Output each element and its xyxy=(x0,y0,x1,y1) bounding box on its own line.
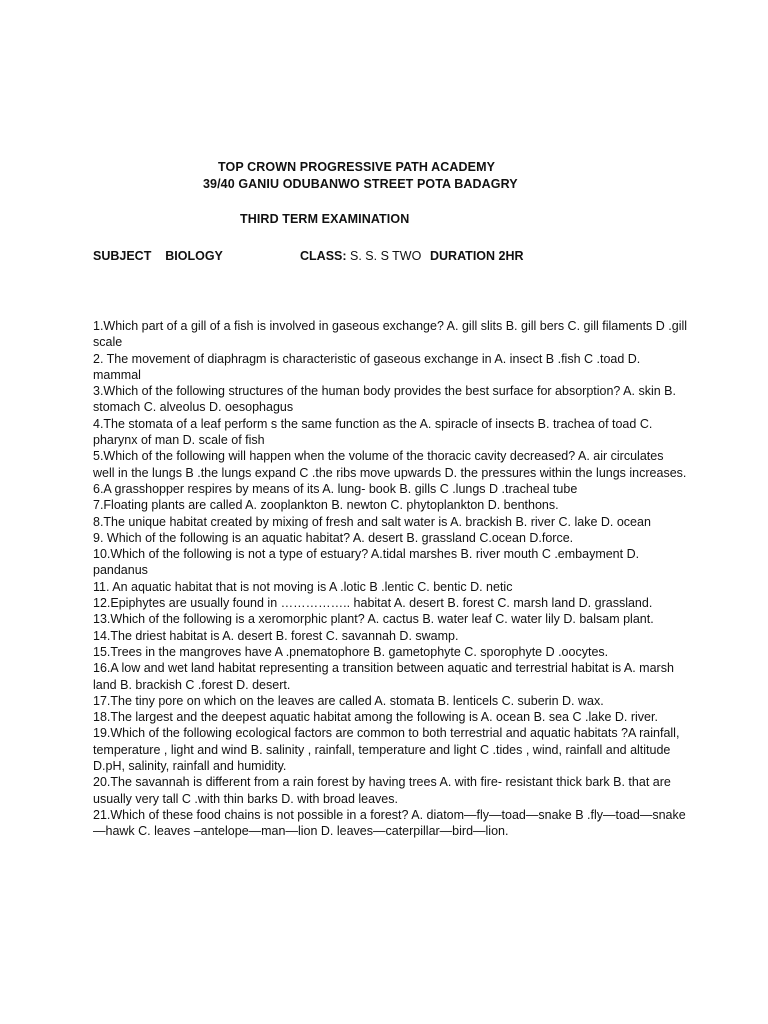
question-item: 5.Which of the following will happen when the volume of the thoracic cavity decreased? A. air circulates well in the lungs B .the lungs expand C .the ribs move upwards D. the pressures within the lungs increases. xyxy=(93,449,687,480)
question-item: 10.Which of the following is not a type of estuary? A.tidal marshes B. river mouth C .embayment D. pandanus xyxy=(93,547,640,578)
question-item: 13.Which of the following is a xeromorphic plant? A. cactus B. water leaf C. water lily D. balsam plant. xyxy=(93,612,654,627)
question-item: 11. An aquatic habitat that is not moving is A .lotic B .lentic C. bentic D. netic xyxy=(93,579,513,594)
exam-title: THIRD TERM EXAMINATION xyxy=(240,212,410,226)
question-list xyxy=(93,318,688,840)
question-item: 12.Epiphytes are usually found in …………….. habitat A. desert B. forest C. marsh land D. grassland. xyxy=(93,596,653,611)
question-item: 6.A grasshopper respires by means of its A. lung- book B. gills C .lungs D .tracheal tube xyxy=(93,481,578,496)
class-value: S. S. S TWO xyxy=(350,249,422,263)
subject-label: SUBJECT xyxy=(93,249,152,263)
question-item: 19.Which of the following ecological factors are common to both terrestrial and aquatic habitats ?A rainfall, temperature , light and wind B. salinity , rainfall, temperature and light C .tides , wind, rainfall and altitude D.pH, salinity, rainfall and humidity. xyxy=(93,726,680,774)
question-item: 7.Floating plants are called A. zooplankton B. newton C. phytoplankton D. benthons. xyxy=(93,498,559,513)
duration: DURATION 2HR xyxy=(430,249,524,263)
question-item: 17.The tiny pore on which on the leaves are called A. stomata B. lenticels C. suberin D. wax. xyxy=(93,693,604,708)
question-item: 2. The movement of diaphragm is characteristic of gaseous exchange in A. insect B .fish C .toad D. mammal xyxy=(93,351,641,382)
subject-value: BIOLOGY xyxy=(165,249,223,263)
question-item: 16.A low and wet land habitat representing a transition between aquatic and terrestrial habitat is A. marsh land B. brackish C .forest D. desert. xyxy=(93,661,674,692)
question-item: 20.The savannah is different from a rain forest by having trees A. with fire- resistant thick bark B. that are usually very tall C .with thin barks D. with broad leaves. xyxy=(93,775,671,806)
question-item: 1.Which part of a gill of a fish is involved in gaseous exchange? A. gill slits B. gill bers C. gill filaments D .gill scale xyxy=(93,319,688,350)
class-label: CLASS: xyxy=(300,249,347,263)
question-item: 9. Which of the following is an aquatic habitat? A. desert B. grassland C.ocean D.force. xyxy=(93,530,574,545)
subject-line xyxy=(93,249,223,263)
question-item: 8.The unique habitat created by mixing of fresh and salt water is A. brackish B. river C. lake D. ocean xyxy=(93,514,651,529)
question-item: 3.Which of the following structures of the human body provides the best surface for absorption? A. skin B. stomach C. alveolus D. oesophagus xyxy=(93,384,676,415)
school-address: 39/40 GANIU ODUBANWO STREET POTA BADAGRY xyxy=(203,177,518,191)
question-item: 14.The driest habitat is A. desert B. forest C. savannah D. swamp. xyxy=(93,628,459,643)
class-line xyxy=(300,249,421,263)
question-item: 21.Which of these food chains is not possible in a forest? A. diatom—fly—toad—snake B .fly—toad—snake—hawk C. leaves –antelope—man—lion D. leaves—caterpillar—bird—lion. xyxy=(93,807,686,839)
question-item: 15.Trees in the mangroves have A .pnematophore B. gametophyte C. sporophyte D .oocytes. xyxy=(93,644,609,659)
question-item: 18.The largest and the deepest aquatic habitat among the following is A. ocean B. sea C .lake D. river. xyxy=(93,710,658,725)
question-item: 4.The stomata of a leaf perform s the same function as the A. spiracle of insects B. trachea of toad C. pharynx of man D. scale of fish xyxy=(93,416,653,448)
school-name: TOP CROWN PROGRESSIVE PATH ACADEMY xyxy=(218,160,496,174)
